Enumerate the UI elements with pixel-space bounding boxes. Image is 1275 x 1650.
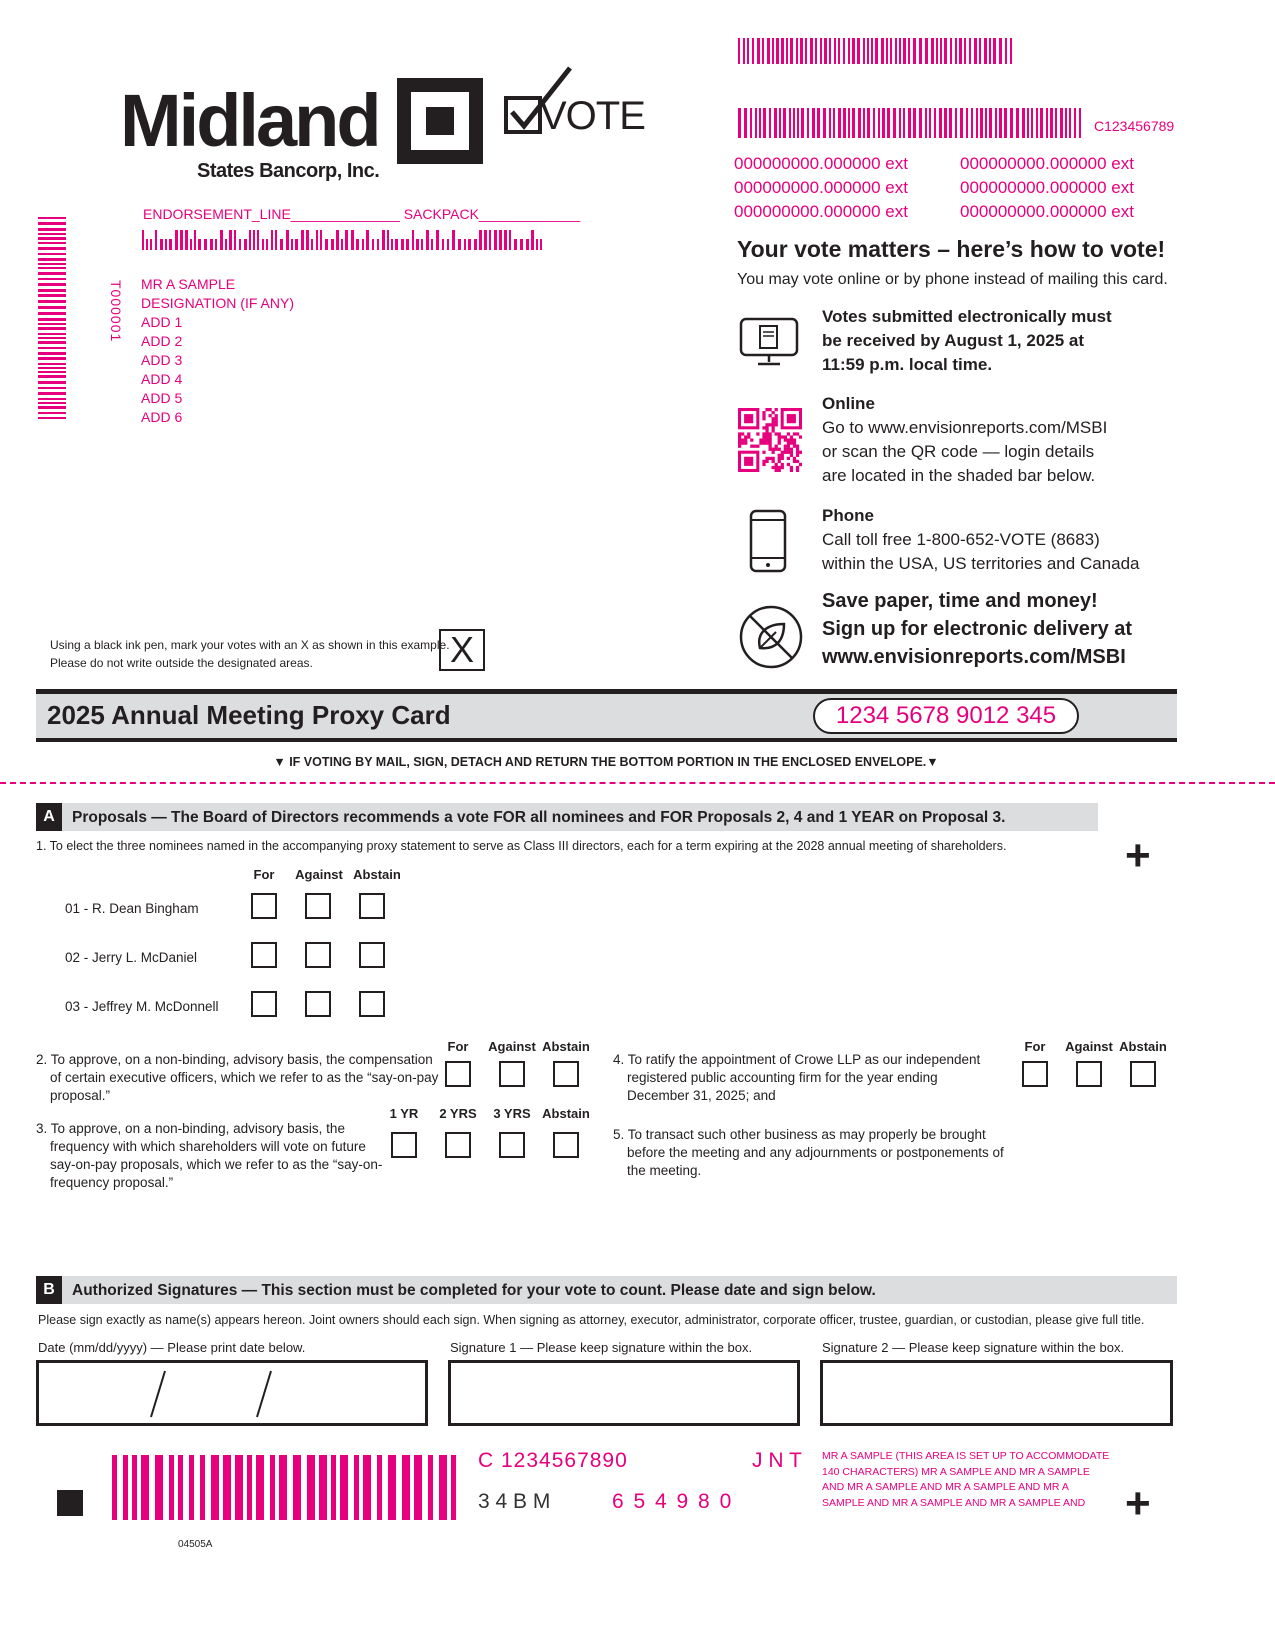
address-line: ADD 4 [141, 371, 183, 387]
address-line: MR A SAMPLE [141, 276, 236, 292]
control-number: 1234 5678 9012 345 [835, 702, 1057, 729]
vote-subheading: You may vote online or by phone instead of mailing this card. [737, 271, 1168, 288]
footer-code-3: 3 4 B M [478, 1490, 551, 1513]
address-line: DESIGNATION (IF ANY) [141, 295, 294, 311]
nominee-1-against-checkbox[interactable] [305, 893, 331, 919]
ext-code: 000000000.000000 ext [734, 178, 908, 197]
address-line: ADD 2 [141, 333, 183, 349]
logo-subtitle: States Bancorp, Inc. [197, 160, 380, 182]
qr-code-icon [738, 408, 802, 472]
detach-line [0, 782, 1275, 784]
bottom-barcode [112, 1455, 462, 1520]
p2-col-abstain: Abstain [542, 1039, 590, 1054]
vote-heading: Your vote matters – here’s how to vote! [737, 236, 1166, 262]
proxy-bar-bottom-rule [36, 738, 1177, 742]
nominee-3-against-checkbox[interactable] [305, 991, 331, 1017]
nominee-1: 01 - R. Dean Bingham [65, 901, 199, 916]
address-line: ADD 6 [141, 409, 183, 425]
signature-1-field[interactable] [448, 1360, 800, 1426]
section-a-title: Proposals — The Board of Directors recommends a vote FOR all nominees and FOR Proposals 2, 4 and 1 YEAR on Proposal 3. [72, 809, 1006, 826]
p3-col-2yrs: 2 YRS [439, 1106, 477, 1121]
section-b-letter: B [36, 1276, 62, 1304]
p4-col-abstain: Abstain [1119, 1039, 1167, 1054]
crosshair-icon: + [1125, 831, 1151, 880]
section-b-title: Authorized Signatures — This section must be completed for your vote to count. Please date and sign below. [72, 1282, 876, 1299]
postal-barcode [142, 230, 544, 250]
proxy-card-title: 2025 Annual Meeting Proxy Card [47, 700, 451, 730]
proposal-3-1yr-checkbox[interactable] [391, 1132, 417, 1158]
address-line: ADD 3 [141, 352, 183, 368]
vote-label: VOTE [540, 94, 645, 138]
example-mark-box [439, 629, 485, 671]
signature-instructions: Please sign exactly as name(s) appears hereon. Joint owners should each sign. When signing as attorney, executor, administrator, corporate officer, trustee, guardian, or custodian, please give full title. [38, 1313, 1145, 1327]
nominee-2-against-checkbox[interactable] [305, 942, 331, 968]
col-abstain: Abstain [353, 867, 401, 882]
registration-square [57, 1490, 83, 1516]
proposal-2-for-checkbox[interactable] [445, 1061, 471, 1087]
phone-icon [748, 508, 788, 574]
monitor-icon [738, 316, 800, 368]
p2-col-against: Against [488, 1039, 536, 1054]
nominee-2: 02 - Jerry L. McDaniel [65, 950, 198, 965]
signature-2-field[interactable] [820, 1360, 1173, 1426]
nominee-3: 03 - Jeffrey M. McDonnell [65, 999, 219, 1014]
proposal-4-against-checkbox[interactable] [1076, 1061, 1102, 1087]
paper-line-2: Sign up for electronic delivery at [822, 618, 1133, 640]
side-code: T000001 [108, 280, 124, 343]
paper-line-3: www.envisionreports.com/MSBI [822, 646, 1126, 668]
nominee-1-abstain-checkbox[interactable] [359, 893, 385, 919]
ink-instruction-2: Please do not write outside the designated areas. [50, 656, 313, 670]
ext-codes [734, 152, 1164, 224]
date-field[interactable] [36, 1360, 428, 1426]
footer-code-2: J N T [752, 1449, 802, 1472]
col-for: For [253, 867, 275, 882]
proposal-3-abstain-checkbox[interactable] [553, 1132, 579, 1158]
proposal-4: 4. To ratify the appointment of Crowe LLP as our independent registered public accounting firm for the year ending December 31, 2025; and [613, 1052, 981, 1103]
logo-square-icon [397, 78, 483, 164]
signature-1-label: Signature 1 — Please keep signature within the box. [450, 1340, 753, 1355]
endorsement-line: ENDORSEMENT_LINE______________ SACKPACK_____________ [143, 206, 581, 222]
proposal-2-against-checkbox[interactable] [499, 1061, 525, 1087]
ext-code: 000000000.000000 ext [960, 178, 1134, 197]
signature-2-label: Signature 2 — Please keep signature within the box. [822, 1340, 1125, 1355]
section-a-letter: A [36, 803, 62, 831]
logo-wordmark: Midland [120, 79, 379, 162]
proposal-2-abstain-checkbox[interactable] [553, 1061, 579, 1087]
control-number-pill [813, 698, 1079, 734]
nominee-2-abstain-checkbox[interactable] [359, 942, 385, 968]
nominee-1-for-checkbox[interactable] [251, 893, 277, 919]
address-line: ADD 1 [141, 314, 183, 330]
nominee-3-abstain-checkbox[interactable] [359, 991, 385, 1017]
proposal-3-3yrs-checkbox[interactable] [499, 1132, 525, 1158]
control-barcode [738, 108, 1083, 138]
date-label: Date (mm/dd/yyyy) — Please print date below. [38, 1340, 306, 1355]
leaf-icon [738, 604, 804, 670]
proposal-2: 2. To approve, on a non-binding, advisory basis, the compensation of certain executive officers, which we refer to as the “say-on-pay proposal.” [36, 1052, 439, 1103]
p3-col-abstain: Abstain [542, 1106, 590, 1121]
paper-line-1: Save paper, time and money! [822, 590, 1098, 612]
phone-text: Call toll free 1-800-652-VOTE (8683) within the USA, US territories and Canada [822, 530, 1140, 573]
nominee-3-for-checkbox[interactable] [251, 991, 277, 1017]
p4-col-for: For [1024, 1039, 1046, 1054]
footer-code-4: 6 5 4 9 8 0 [612, 1490, 734, 1513]
address-line: ADD 5 [141, 390, 183, 406]
form-code: 04505A [178, 1539, 213, 1550]
phone-title: Phone [822, 506, 874, 525]
ink-instruction-1: Using a black ink pen, mark your votes with an X as shown in this example. [50, 638, 450, 652]
detach-note: ▼ IF VOTING BY MAIL, SIGN, DETACH AND RETURN THE BOTTOM PORTION IN THE ENCLOSED ENVELOPE.▼ [273, 755, 939, 769]
side-barcode [38, 217, 66, 420]
date-slashes [39, 1363, 425, 1423]
p3-col-3yrs: 3 YRS [493, 1106, 531, 1121]
ext-code: 000000000.000000 ext [734, 202, 908, 221]
online-text: Go to www.envisionreports.com/MSBI or scan the QR code — login details are located in the shaded bar below. [822, 418, 1108, 485]
deadline-text: Votes submitted electronically must be received by August 1, 2025 at 11:59 p.m. local time. [822, 307, 1112, 374]
proposal-4-for-checkbox[interactable] [1022, 1061, 1048, 1087]
p4-col-against: Against [1065, 1039, 1113, 1054]
p2-col-for: For [447, 1039, 469, 1054]
col-against: Against [295, 867, 343, 882]
online-title: Online [822, 394, 875, 413]
ext-code: 000000000.000000 ext [734, 154, 908, 173]
proposal-4-abstain-checkbox[interactable] [1130, 1061, 1156, 1087]
nominee-2-for-checkbox[interactable] [251, 942, 277, 968]
ext-code: 000000000.000000 ext [960, 154, 1134, 173]
top-barcode [738, 38, 1013, 64]
mailing-address [141, 275, 294, 427]
control-code: C123456789 [1094, 118, 1175, 134]
proposal-3-2yrs-checkbox[interactable] [445, 1132, 471, 1158]
example-mark: X [449, 629, 474, 670]
proposal-1: 1. To elect the three nominees named in the accompanying proxy statement to serve as Class III directors, each for a term expiring at the 2028 annual meeting of shareholders. [36, 839, 1007, 853]
proposal-5: 5. To transact such other business as may properly be brought before the meeting and any adjournments or postponements of the meeting. [613, 1127, 1004, 1178]
ext-code: 000000000.000000 ext [960, 202, 1134, 221]
proposal-3: 3. To approve, on a non-binding, advisory basis, the frequency with which shareholders will vote on future say-on-pay proposals, which we refer to as the “say-on-frequency proposal.” [36, 1121, 383, 1190]
sample-text: MR A SAMPLE (THIS AREA IS SET UP TO ACCOMMODATE 140 CHARACTERS) MR A SAMPLE AND MR A SAMPLE AND MR A SAMPLE AND MR A SAMPLE AND MR A SAMPLE AND MR A SAMPLE AND MR A SAMPLE AND [822, 1450, 1110, 1509]
footer-code-1: C 1234567890 [478, 1449, 628, 1472]
crosshair-bottom-icon: + [1125, 1479, 1151, 1528]
p3-col-1yr: 1 YR [389, 1106, 419, 1121]
